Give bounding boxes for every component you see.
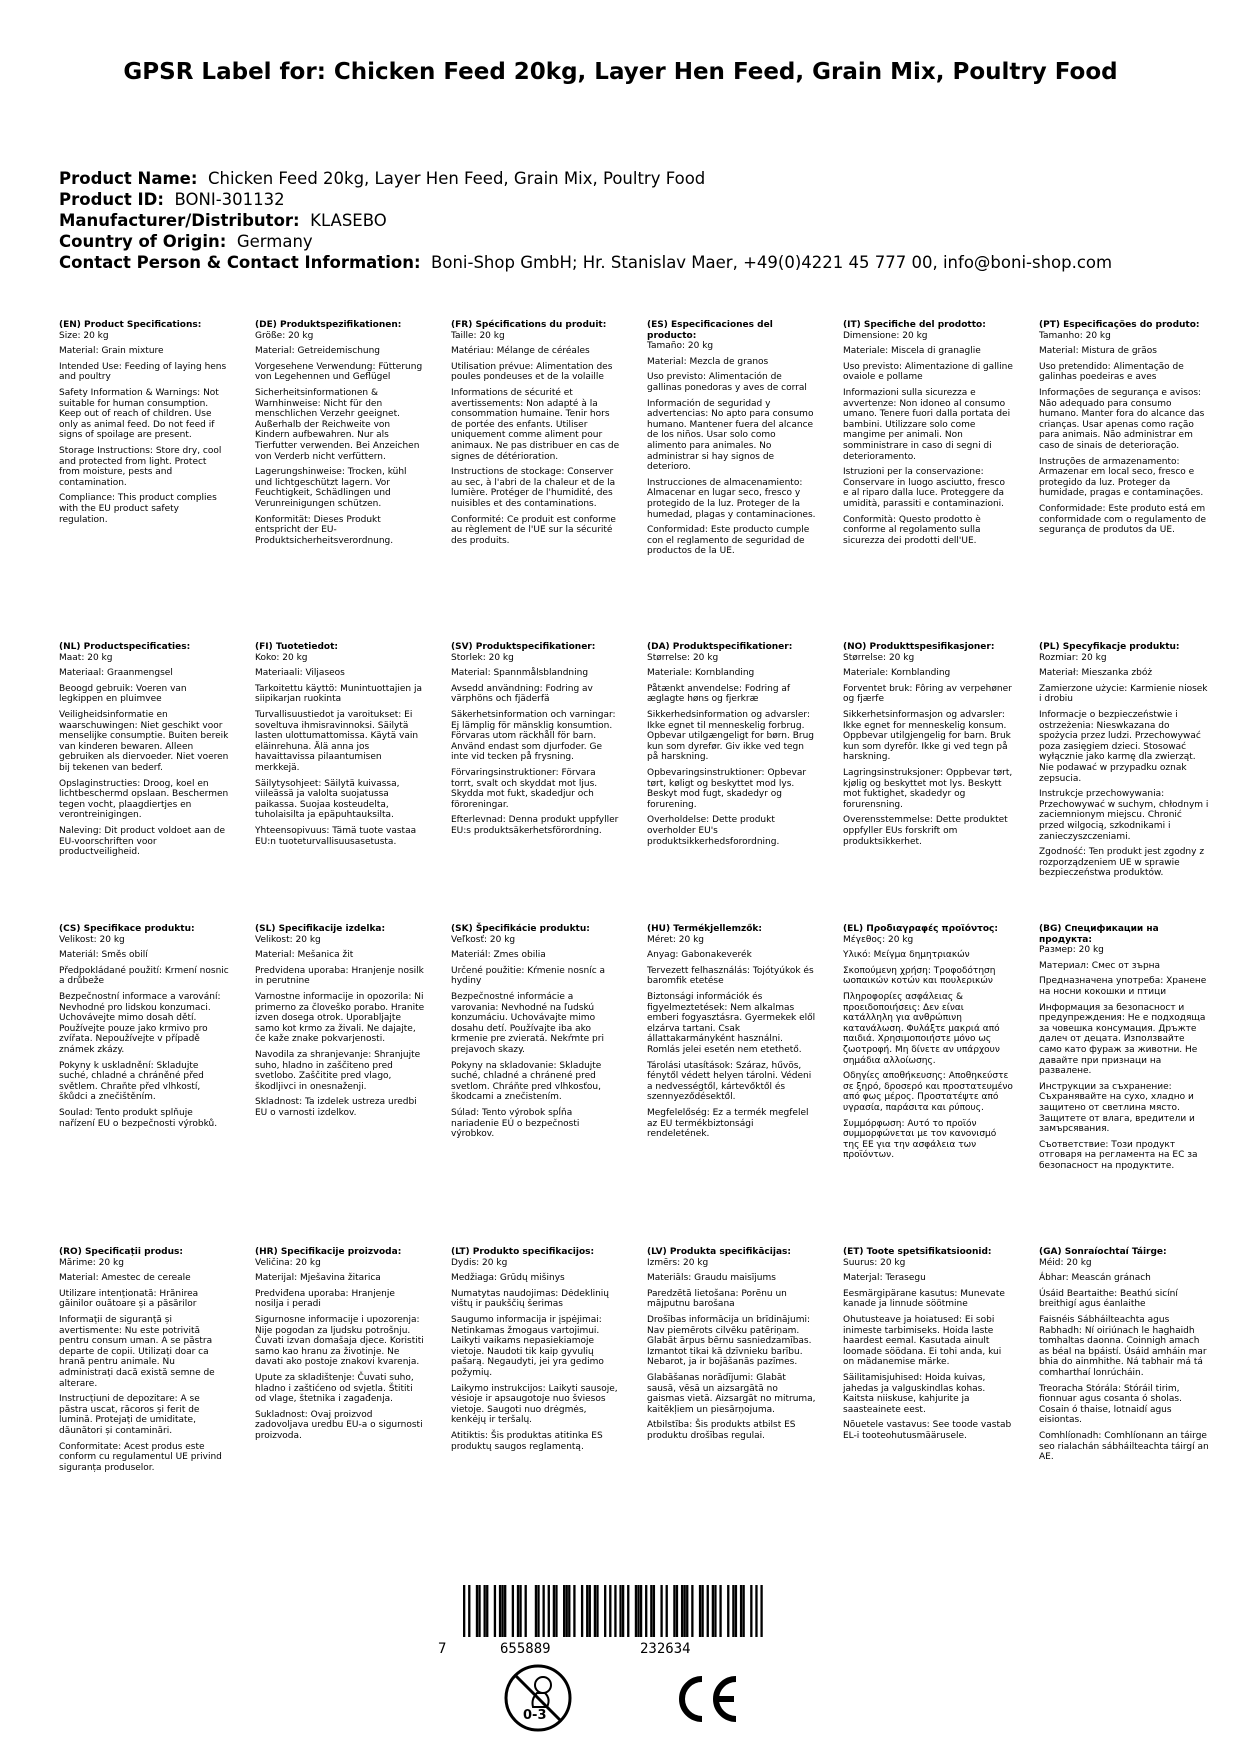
barcode-bar	[501, 1585, 503, 1637]
spec-line: Förvaringsinstruktioner: Förvara torrt, svalt och skyddat mot ljus. Skydda mot fukt, skadedjur och föroreningar.	[451, 767, 598, 810]
spec-block-heading: (RO) Specificații produs:	[59, 1247, 183, 1257]
spec-block-heading: (DE) Produktspezifikationen:	[255, 320, 402, 330]
spec-line: Μέγεθος: 20 kg	[843, 934, 914, 945]
barcode-bar	[637, 1585, 639, 1637]
spec-block	[647, 924, 817, 1145]
spec-block	[843, 924, 1013, 1166]
spec-line: Opslaginstructies: Droog, koel en lichtbeschermd opslaan. Beschermen tegen vocht, plaagdiertjes en verontreinigingen.	[59, 778, 229, 821]
spec-line: Sicherheitsinformationen & Warnhinweise: Nicht für den menschlichen Verzehr geeignet. Außerhalb der Reichweite von Kindern aufbewahren. Nur als Tierfutter verwenden. Bei Anzeichen von Verderb nicht verfüttern.	[255, 387, 420, 462]
spec-line: Navodila za shranjevanje: Shranjujte suho, hladno in zaščiteno pred svetlobo. Zaščitite pred vlago, škodljivci in onesnaženji.	[255, 1049, 421, 1092]
spec-block-heading: (LV) Produkta specifikācijas:	[647, 1247, 791, 1257]
spec-line: Storlek: 20 kg	[451, 652, 514, 663]
info-value: Chicken Feed 20kg, Layer Hen Feed, Grain Mix, Poultry Food	[207, 169, 706, 188]
info-row-manufacturer	[59, 210, 1112, 231]
spec-line: Πληροφορίες ασφάλειας & προειδοποιήσεις: Δεν είναι κατάλληλη για ανθρώπινη κατανάλωση. Φυλάξτε μακριά από παιδιά. Χρησιμοποιήστε μόνο ως ζωοτροφή. Μη δίνετε αν υπάρχουν σημάδια αλλοίωσης.	[843, 991, 1000, 1066]
spec-line: Materiale: Kornblanding	[647, 668, 755, 679]
spec-line: Bezpečnostní informace a varování: Nevhodné pro lidskou konzumaci. Uchovávejte mimo dosah dětí. Používejte pouze jako krmivo pro zvířata. Nepoužívejte v případě známek zkázy.	[59, 991, 221, 1055]
barcode-bar	[622, 1585, 624, 1637]
info-row-product-id	[59, 189, 1112, 210]
spec-line: Информация за безопасност и предупреждения: Не е подходяща за човешка консумация. Дръжте далеч от децата. Използвайте само като фураж за животни. Не давайте при признаци на развалене.	[1039, 1002, 1206, 1077]
spec-block-heading: (IT) Specifiche del prodotto:	[843, 320, 986, 330]
spec-line: Sikkerhedsinformation og advarsler: Ikke egnet til menneskelig forbrug. Opbevar utilgængeligt for børn. Brug kun som dyrefør. Giv ikke ved tegn på harskning.	[647, 709, 815, 763]
spec-line: Forventet bruk: Fôring av verpehøner og fjærfe	[843, 683, 1012, 705]
spec-line: Medžiaga: Grūdų mišinys	[451, 1273, 565, 1284]
spec-line: Taille: 20 kg	[451, 330, 505, 341]
spec-line: Informations de sécurité et avertissements: Non adapté à la consommation humaine. Tenir hors de portée des enfants. Utiliser uniquement comme aliment pour animaux. Ne pas distribuer en cas de signes de détérioration.	[451, 387, 620, 462]
spec-line: Biztonsági információk és figyelmeztetések: Nem alkalmas emberi fogyasztásra. Gyermekek elől elzárva tartani. Csak állattakarmányként használni. Romlás jelei esetén nem etethető.	[647, 991, 816, 1055]
barcode-bar	[676, 1585, 678, 1637]
spec-line: Paredzētā lietošana: Porēnu un mājputnu barošana	[647, 1288, 787, 1310]
barcode-bar	[573, 1585, 575, 1637]
spec-block	[255, 642, 425, 852]
spec-line: Informacje o bezpieczeństwie i ostrzeżenia: Nieswkazana do spożycia przez ludzi. Przechowywać poza zasięgiem dzieci. Stosować wyłącznie jako karmę dla zwierząt. Nie podawać w przypadku oznak zepsucia.	[1039, 709, 1201, 784]
spec-line: Upute za skladištenje: Čuvati suho, hladno i zaštićeno od svjetla. Štititi od vlage, štetnika i zagađenja.	[255, 1372, 414, 1405]
spec-block-heading: (NL) Productspecificaties:	[59, 642, 191, 652]
spec-line: Tervezett felhasználás: Tojótyúkok és baromfik etetése	[647, 965, 814, 987]
info-value: BONI-301132	[174, 190, 285, 209]
spec-line: Material: Getreidemischung	[255, 346, 381, 357]
barcode-bar	[535, 1585, 537, 1637]
spec-line: Saugumo informacija ir įspėjimai: Netinkamas žmogaus vartojimui. Laikyti vaikams nepasiekiamoje vietoje. Naudoti tik kaip gyvulių pašarą. Negaudyti, jei yra gedimo požymių.	[451, 1314, 604, 1378]
spec-line: Material: Mezcla de granos	[647, 356, 769, 367]
spec-line: Varnostne informacije in opozorila: Ni primerno za človeško porabo. Hranite izven dosega otrok. Uporabljajte samo kot krmo za živali. Ne dajajte, če kaže znake pokvarjenosti.	[255, 991, 425, 1045]
spec-block-heading: (DA) Produktspecifikationer:	[647, 642, 793, 652]
spec-line: Información de seguridad y advertencias: No apto para consumo humano. Mantener fuera del alcance de los niños. Usar solo como alimento para animales. No administrar si hay signos de deterioro.	[647, 398, 814, 473]
spec-line: Instrukcje przechowywania: Przechowywać w suchym, chłodnym i zaciemnionym miejscu. Chronić przed wilgocią, szkodnikami i zanieczyszczeniami.	[1039, 789, 1209, 842]
spec-line: Comhlíonadh: Comhlíonann an táirge seo rialachán sábháilteachta táirgí an AE.	[1039, 1430, 1209, 1463]
spec-line: Instrucciones de almacenamiento: Almacenar en lugar seco, fresco y protegido de la luz. Proteger de la humedad, plagas y contaminaciones.	[647, 477, 816, 520]
spec-block	[1039, 320, 1209, 541]
spec-line: Rozmiar: 20 kg	[1039, 652, 1107, 663]
spec-line: Opbevaringsinstruktioner: Opbevar tørt, køligt og beskyttet mod lys. Beskyt mod fugt, skadedyr og forurening.	[647, 767, 807, 810]
barcode-bar	[596, 1585, 598, 1637]
spec-line: Zamierzone użycie: Karmienie niosek i drobiu	[1039, 683, 1208, 705]
spec-line: Turvallisuustiedot ja varoitukset: Ei soveltuva ihmisravinnoksi. Säilytä lasten ulottumattomissa. Käytä vain eläinrehuna. Älä anna jos havaittavissa pilaantumisen merkkejä.	[255, 709, 419, 773]
barcode-bar	[712, 1585, 714, 1637]
spec-line: Инструкции за съхранение: Съхранявайте на сухо, хладно и защитено от светлина място. Защитете от влага, вредители и замърсявания.	[1039, 1081, 1195, 1135]
barcode-bar	[525, 1585, 527, 1637]
info-label: Product Name:	[59, 169, 198, 188]
spec-line: Velikost: 20 kg	[59, 934, 125, 945]
spec-line: Atbilstība: Šis produkts atbilst ES produktu drošības regulai.	[647, 1420, 796, 1441]
barcode-group-1: 655889	[500, 1641, 551, 1657]
spec-line: Ohutusteave ja hoiatused: Ei sobi inimeste tarbimiseks. Hoida laste haardest eemal. Kasutada ainult loomade söödana. Ei tohi anda, kui on mädanemise märke.	[843, 1314, 1002, 1368]
spec-line: Instructions de stockage: Conserver au sec, à l'abri de la chaleur et de la lumière. Protéger de l'humidité, des nuisibles et des contaminations.	[451, 467, 616, 509]
barcode-bar	[555, 1585, 557, 1637]
spec-line: Material: Mešanica žit	[255, 950, 354, 961]
barcode-bar	[537, 1585, 539, 1637]
spec-block	[647, 642, 817, 852]
spec-line: Konformität: Dieses Produkt entspricht der EU-Produktsicherheitsverordnung.	[255, 514, 394, 546]
spec-line: Säkerhetsinformation och varningar: Ej lämplig för mänsklig konsumtion. Förvaras utom räckhåll för barn. Använd endast som djurfoder. Ge inte vid tecken på frysning.	[451, 709, 616, 763]
spec-line: Sigurnosne informacije i upozorenja: Nije pogodan za ljudsku potrošnju. Čuvati izvan domašaja djece. Koristiti samo kao hranu za životinje. Ne davati ako postoje znakovi kvarenja.	[255, 1314, 424, 1368]
spec-line: Utilisation prévue: Alimentation des poules pondeuses et de la volaille	[451, 361, 613, 383]
info-row-country	[59, 231, 1112, 252]
spec-block-heading: (CS) Specifikace produktu:	[59, 924, 195, 934]
barcode-bar	[519, 1585, 521, 1637]
spec-line: Materiaal: Graanmengsel	[59, 668, 173, 679]
info-label: Manufacturer/Distributor:	[59, 211, 300, 230]
page-title: GPSR Label for: Chicken Feed 20kg, Layer Hen Feed, Grain Mix, Poultry Food	[123, 59, 1118, 85]
spec-line: Drošības informācija un brīdinājumi: Nav piemērots cilvēku patēriņam. Glabāt ārpus bērnu sasniedzamības. Izmantot tikai kā dzīvnieku barību. Nebarot, ja ir bojāšanās pazīmes.	[647, 1314, 812, 1368]
spec-block-heading: (HR) Specifikacije proizvoda:	[255, 1247, 402, 1257]
spec-line: Megfelelőség: Ez a termék megfelel az EU termékbiztonsági rendeletének.	[647, 1107, 809, 1140]
barcode-bar	[568, 1585, 570, 1637]
spec-block-heading: (SL) Specifikacije izdelka:	[255, 924, 386, 934]
spec-line: Izmērs: 20 kg	[647, 1257, 709, 1268]
barcode	[463, 1585, 763, 1637]
spec-line: Soulad: Tento produkt splňuje nařízení EU o bezpečnosti výrobků.	[59, 1107, 218, 1129]
info-label: Contact Person & Contact Information:	[59, 253, 421, 272]
spec-line: Съответствие: Този продукт отговаря на регламента на ЕС за безопасност на продуктите.	[1039, 1139, 1198, 1171]
info-value: Germany	[236, 232, 313, 251]
spec-line: Veľkosť: 20 kg	[451, 934, 516, 945]
barcode-bar	[614, 1585, 616, 1637]
spec-line: Zgodność: Ten produkt jest zgodny z rozporządzeniem UE w sprawie bezpieczeństwa produktów.	[1039, 847, 1205, 879]
barcode-bar	[486, 1585, 488, 1637]
barcode-bar	[619, 1585, 621, 1637]
spec-block	[843, 1247, 1013, 1447]
spec-block-heading: (PT) Especificações do produto:	[1039, 320, 1200, 330]
ce-mark-icon	[672, 1673, 742, 1725]
barcode-bar	[468, 1585, 470, 1637]
spec-line: Størrelse: 20 kg	[843, 652, 915, 663]
spec-line: Veiligheidsinformatie en waarschuwingen: Niet geschikt voor menselijke consumptie. Buiten bereik van kinderen bewaren. Alleen gebruiken als diervoeder. Niet voeren bij tekenen van bederf.	[59, 709, 229, 773]
spec-block-heading: (SK) Špecifikácie produktu:	[451, 924, 590, 934]
barcode-bar	[553, 1585, 555, 1637]
barcode-bar	[484, 1585, 486, 1637]
barcode-bar	[740, 1585, 742, 1637]
spec-line: Předpokládané použití: Krmení nosnic a drůbeže	[59, 965, 229, 987]
spec-line: Koko: 20 kg	[255, 652, 308, 663]
barcode-bar	[714, 1585, 716, 1637]
barcode-bar	[594, 1585, 596, 1637]
spec-line: Safety Information & Warnings: Not suitable for human consumption. Keep out of reach of children. Use only as animal feed. Do not feed if signs of spoilage are present.	[59, 387, 219, 441]
spec-line: Skladnost: Ta izdelek ustreza uredbi EU o varnosti izdelkov.	[255, 1097, 417, 1118]
spec-block-heading: (PL) Specyfikacje produktu:	[1039, 642, 1180, 652]
barcode-bar	[673, 1585, 675, 1637]
spec-line: Sukladnost: Ovaj proizvod zadovoljava uredbu EU-a o sigurnosti proizvoda.	[255, 1409, 423, 1441]
spec-line: Υλικό: Μείγμα δημητριακών	[843, 950, 970, 961]
barcode-bar	[686, 1585, 688, 1637]
spec-line: Glabāšanas norādījumi: Glabāt sausā, vēsā un aizsargātā no gaismas vietā. Aizsargāt no mitruma, kaitēkļiem un piesārņojuma.	[647, 1372, 816, 1415]
spec-line: Sikkerhetsinformasjon og advarsler: Ikke egnet for menneskelig konsum. Oppbevar utilgjengelig for barn. Bruk kun som dyrefôr. Ikke gi ved tegn på harskning.	[843, 709, 1011, 763]
spec-line: Eesmärgipärane kasutus: Munevate kanade ja linnude söötmine	[843, 1288, 1005, 1310]
spec-line: Naleving: Dit product voldoet aan de EU-voorschriften voor productveiligheid.	[59, 825, 226, 858]
spec-line: Conformitate: Acest produs este conform cu regulamentul UE privind siguranța produselor.	[59, 1441, 222, 1473]
spec-line: Vorgesehene Verwendung: Fütterung von Legehennen und Geflügel	[255, 361, 423, 383]
spec-line: Tarkoitettu käyttö: Munintuottajien ja siipikarjan ruokinta	[255, 683, 422, 705]
spec-line: Nõuetele vastavus: See toode vastab EL-i tooteohutusmäärusele.	[843, 1420, 1012, 1441]
spec-line: Tamaño: 20 kg	[647, 341, 714, 352]
spec-block-heading: (ET) Toote spetsifikatsioonid:	[843, 1247, 992, 1257]
spec-line: Säilytysohjeet: Säilytä kuivassa, viileässä ja valolta suojatussa paikassa. Suojaa kosteudelta, tuholaisilta ja epäpuhtauksilta.	[255, 778, 400, 821]
barcode-bar	[735, 1585, 737, 1637]
barcode-bar	[742, 1585, 744, 1637]
spec-line: Säilitamisjuhised: Hoida kuivas, jahedas ja valguskindlas kohas. Kaitsta niiskuse, kahjurite ja saasteainete eest.	[843, 1372, 986, 1415]
spec-block-heading: (ES) Especificaciones del producto:	[647, 320, 773, 341]
info-row-contact	[59, 252, 1112, 273]
spec-line: Beoogd gebruik: Voeren van legkippen en pluimvee	[59, 683, 187, 705]
spec-block	[1039, 1247, 1209, 1468]
spec-line: Lagerungshinweise: Trocken, kühl und lichtgeschützt lagern. Vor Feuchtigkeit, Schädlingen und Verunreinigungen schützen.	[255, 467, 407, 509]
barcode-bar	[701, 1585, 703, 1637]
spec-line: Súlad: Tento výrobok spĺňa nariadenie EÚ o bezpečnosti výrobkov.	[451, 1107, 580, 1140]
spec-line: Veličina: 20 kg	[255, 1257, 321, 1268]
barcode-bar	[660, 1585, 662, 1637]
spec-block	[59, 1247, 229, 1478]
barcode-bar	[755, 1585, 757, 1637]
spec-block	[647, 1247, 817, 1447]
barcode-bar	[476, 1585, 478, 1637]
spec-line: Размер: 20 kg	[1039, 945, 1104, 956]
spec-line: Méret: 20 kg	[647, 934, 705, 945]
spec-line: Σκοπούμενη χρήση: Τροφοδότηση ωοπαικών κοτών και πουλερικών	[843, 965, 996, 987]
spec-line: Numatytas naudojimas: Dėdeklinių vištų ir paukščių šerimas	[451, 1288, 610, 1310]
spec-line: Faisnéis Sábháilteachta agus Rabhadh: Ní oiriúnach le haghaidh tomhaltas daonna. Coinnigh amach as béal na bpáistí. Úsáid amháin mar bhia do ainmhithe. Ná tabhair má tá comharthaí lonrúcháin.	[1039, 1314, 1207, 1378]
spec-line: Mărime: 20 kg	[59, 1257, 124, 1268]
spec-line: Velikost: 20 kg	[255, 934, 321, 945]
spec-line: Pokyny k uskladnění: Skladujte suché, chladné a chráněné před světlem. Chraňte před vlhkostí, škůdci a znečištěním.	[59, 1060, 204, 1103]
spec-block-heading: (FR) Spécifications du produit:	[451, 320, 607, 330]
spec-line: Matériau: Mélange de céréales	[451, 346, 590, 357]
spec-line: Storage Instructions: Store dry, cool and protected from light. Protect from moisture, pests and contamination.	[59, 445, 222, 488]
barcode-bar	[494, 1585, 496, 1637]
spec-block	[451, 642, 621, 842]
spec-block-heading: (HU) Termékjellemzők:	[647, 924, 763, 934]
barcode-bar	[609, 1585, 611, 1637]
barcode-bar	[563, 1585, 565, 1637]
spec-line: Οδηγίες αποθήκευσης: Αποθηκεύστε σε ξηρό, δροσερό και προστατευμένο από φως μέρος. Προστατέψτε από υγρασία, παράσιτα και ρύπους.	[843, 1071, 1013, 1113]
spec-line: Laikymo instrukcijos: Laikyti sausoje, vėsioje ir apsaugotoje nuo šviesos vietoje. Saugoti nuo drėgmės, kenkėjų ir teršalų.	[451, 1383, 618, 1426]
barcode-bar	[760, 1585, 762, 1637]
spec-line: Úsáid Beartaithe: Beathú sicíní breithigí agus éanlaithe	[1039, 1288, 1178, 1310]
barcode-bar	[581, 1585, 583, 1637]
not-for-children-0-3-icon	[503, 1663, 573, 1733]
info-label: Country of Origin:	[59, 232, 227, 251]
spec-block	[451, 1247, 621, 1457]
spec-line: Påtænkt anvendelse: Fodring af æglagte høns og fjerkræ	[647, 683, 791, 705]
spec-line: Conformidad: Este producto cumple con el reglamento de seguridad de productos de la UE.	[647, 525, 810, 557]
spec-block	[451, 924, 621, 1145]
spec-line: Anyag: Gabonakeverék	[647, 950, 752, 961]
barcode-bar	[548, 1585, 550, 1637]
barcode-bar	[732, 1585, 734, 1637]
spec-line: Materiál: Zmes obilia	[451, 950, 546, 961]
spec-line: Materiāls: Graudu maisījums	[647, 1273, 776, 1284]
spec-line: Størrelse: 20 kg	[647, 652, 719, 663]
spec-line: Predvidena uporaba: Hranjenje nosilk in perutnine	[255, 965, 424, 987]
barcode-bar	[707, 1585, 709, 1637]
product-info	[59, 168, 1112, 273]
spec-line: Pokyny na skladovanie: Skladujte suché, chladné a chránené pred svetlom. Chráňte pred vlhkosťou, škodcami a znečistením.	[451, 1060, 602, 1103]
barcode-bar	[499, 1585, 501, 1637]
barcode-bar	[691, 1585, 693, 1637]
spec-block	[843, 320, 1013, 551]
svg-text:0-3: 0-3	[523, 1708, 547, 1723]
spec-line: Material: Grain mixture	[59, 346, 164, 357]
barcode-bar	[645, 1585, 647, 1637]
barcode-bar	[542, 1585, 544, 1637]
spec-line: Suurus: 20 kg	[843, 1257, 906, 1268]
spec-block-heading: (LT) Produkto specifikacijos:	[451, 1247, 595, 1257]
spec-line: Instruções de armazenamento: Armazenar em local seco, fresco e protegido da luz. Proteger da humidade, pragas e contaminações.	[1039, 456, 1204, 499]
spec-block-heading: (FI) Tuotetiedot:	[255, 642, 339, 652]
spec-line: Instrucțiuni de depozitare: A se păstra uscat, răcoros și ferit de lumină. Protejați de umiditate, dăunători și contaminări.	[59, 1394, 200, 1436]
spec-line: Materiał: Mieszanka zbóż	[1039, 668, 1153, 679]
barcode-bar	[512, 1585, 514, 1637]
spec-line: Conformidade: Este produto está em conformidade com o regulamento de segurança de produtos da UE.	[1039, 503, 1207, 536]
spec-line: Größe: 20 kg	[255, 330, 314, 341]
spec-line: Overholdelse: Dette produkt overholder EU's produktsikkerhedsforordning.	[647, 815, 780, 847]
spec-line: Материал: Смес от зърна	[1039, 960, 1161, 971]
spec-line: Συμμόρφωση: Αυτό το προϊόν συμμορφώνεται με τον κανονισμό της ΕΕ για την ασφάλεια των προϊόντων.	[843, 1118, 997, 1161]
spec-block-heading: (NO) Produkttspesifikasjoner:	[843, 642, 995, 652]
barcode-bar	[627, 1585, 629, 1637]
spec-line: Treoracha Stórála: Stóráil tirim, fionnuar agus cosanta ó sholas. Cosain ó thaise, lotnaidí agus eisiontas.	[1039, 1383, 1182, 1426]
spec-line: Méid: 20 kg	[1039, 1257, 1092, 1268]
barcode-bar	[586, 1585, 588, 1637]
spec-block-heading: (GA) Sonraíochtaí Táirge:	[1039, 1247, 1167, 1257]
barcode-bar	[666, 1585, 668, 1637]
barcode-bar	[684, 1585, 686, 1637]
info-label: Product ID:	[59, 190, 164, 209]
info-row-product-name	[59, 168, 1112, 189]
spec-block	[1039, 642, 1209, 884]
spec-line: Overensstemmelse: Dette produktet oppfyller EUs forskrift om produktsikkerhet.	[843, 815, 1008, 847]
spec-line: Materiaali: Viljaseos	[255, 668, 345, 679]
info-value: Boni-Shop GmbH; Hr. Stanislav Maer, +49(0)4221 45 777 00, info@boni-shop.com	[431, 253, 1113, 272]
barcode-bar	[640, 1585, 642, 1637]
spec-line: Predviđena uporaba: Hranjenje nosilja i peradi	[255, 1288, 395, 1310]
spec-line: Tárolási utasítások: Száraz, hűvös, fénytől védett helyen tárolni. Védeni a nedvességtől, kártevőktől és szennyeződésektől.	[647, 1060, 812, 1103]
spec-line: Yhteensopivuus: Tämä tuote vastaa EU:n tuoteturvallisuusasetusta.	[255, 825, 417, 847]
spec-block	[255, 924, 425, 1124]
spec-block	[59, 642, 229, 863]
spec-line: Conformità: Questo prodotto è conforme al regolamento sulla sicurezza dei prodotti dell'UE.	[843, 514, 981, 546]
spec-line: Material: Spannmålsblandning	[451, 668, 589, 679]
spec-line: Material: Amestec de cereale	[59, 1273, 191, 1284]
barcode-bar	[589, 1585, 591, 1637]
spec-block	[255, 320, 425, 551]
spec-line: Bezpečnostné informácie a varovania: Nevhodné na ľudskú konzumáciu. Uchovávajte mimo dosahu detí. Používajte iba ako krmenie pre zvieratá. Nekŕmte pri prejavoch skazy.	[451, 991, 604, 1055]
barcode-bar	[719, 1585, 721, 1637]
barcode-left-digit: 7	[438, 1641, 447, 1657]
barcode-group-2: 232634	[640, 1641, 691, 1657]
spec-line: Material: Mistura de grãos	[1039, 346, 1157, 357]
barcode-bar	[650, 1585, 652, 1637]
barcode-bar	[504, 1585, 506, 1637]
barcode-bar	[727, 1585, 729, 1637]
spec-line: Lagringsinstruksjoner: Oppbevar tørt, kjølig og beskyttet mot lys. Beskytt mot fuktighet, skadedyr og forurensning.	[843, 767, 1013, 810]
spec-line: Istruzioni per la conservazione: Conservare in luogo asciutto, fresco e al riparo dalla luce. Proteggere da umidità, parassiti e contaminazioni.	[843, 467, 1006, 509]
spec-block-heading: (SV) Produktspecifikationer:	[451, 642, 596, 652]
barcode-bar	[681, 1585, 683, 1637]
spec-block	[1039, 924, 1209, 1176]
spec-line: Conformité: Ce produit est conforme au règlement de l'UE sur la sécurité des produits.	[451, 514, 616, 546]
spec-line: Informazioni sulla sicurezza e avvertenze: Non idoneo al consumo umano. Tenere fuori dalla portata dei bambini. Utilizzare solo come mangime per animali. Non somministrare in caso di segni di deterioramento.	[843, 387, 1011, 462]
spec-line: Materijal: Mješavina žitarica	[255, 1273, 381, 1284]
spec-line: Intended Use: Feeding of laying hens and poultry	[59, 361, 227, 383]
spec-line: Size: 20 kg	[59, 330, 109, 341]
spec-line: Uso pretendido: Alimentação de galinhas poedeiras e aves	[1039, 361, 1184, 383]
spec-line: Atitiktis: Šis produktas atitinka ES produktų saugos reglamentą.	[451, 1430, 603, 1452]
barcode-bar	[463, 1585, 465, 1637]
barcode-bar	[635, 1585, 637, 1637]
spec-line: Tamanho: 20 kg	[1039, 330, 1111, 341]
spec-line: Materiale: Miscela di granaglie	[843, 346, 981, 357]
spec-block	[647, 320, 817, 562]
spec-block-heading: (EN) Product Specifications:	[59, 320, 202, 330]
barcode-bar	[750, 1585, 752, 1637]
barcode-bar	[566, 1585, 568, 1637]
spec-block	[59, 924, 229, 1134]
spec-block	[843, 642, 1013, 852]
barcode-bar	[653, 1585, 655, 1637]
spec-block	[255, 1247, 425, 1447]
spec-line: Efterlevnad: Denna produkt uppfyller EU:s produktsäkerhetsförordning.	[451, 815, 619, 836]
info-value: KLASEBO	[310, 211, 387, 230]
spec-line: Предназначена употреба: Хранене на носни кокошки и птици	[1039, 976, 1207, 997]
barcode-bar	[699, 1585, 701, 1637]
spec-line: Uso previsto: Alimentazione di galline ovaiole e pollame	[843, 361, 1013, 383]
spec-line: Materiale: Kornblanding	[843, 668, 951, 679]
spec-block-heading: (BG) Спецификации на продукта:	[1039, 924, 1159, 945]
spec-line: Utilizare intenționată: Hrănirea găinilor ouătoare și a păsărilor	[59, 1288, 199, 1310]
spec-line: Určené použitie: Kŕmenie nosníc a hydiny	[451, 965, 606, 987]
spec-block	[451, 320, 621, 551]
spec-line: Dimensione: 20 kg	[843, 330, 928, 341]
spec-block-heading: (EL) Προδιαγραφές προϊόντος:	[843, 924, 998, 934]
spec-line: Maat: 20 kg	[59, 652, 113, 663]
spec-block	[59, 320, 229, 530]
spec-line: Materjal: Terasegu	[843, 1273, 926, 1284]
spec-line: Informații de siguranță și avertismente: Nu este potrivită pentru consum uman. A se păstra departe de copii. Utilizați doar ca hrană pentru animale. Nu administrați dacă există semne de alterare.	[59, 1314, 215, 1389]
barcode-bar	[604, 1585, 606, 1637]
spec-line: Materiál: Směs obilí	[59, 950, 148, 961]
spec-line: Compliance: This product complies with the EU product safety regulation.	[59, 493, 217, 525]
spec-line: Ábhar: Meascán gránach	[1039, 1273, 1151, 1284]
spec-line: Uso previsto: Alimentación de gallinas ponedoras y aves de corral	[647, 372, 807, 393]
spec-line: Avsedd användning: Fodring av värphöns och fjäderfä	[451, 683, 593, 705]
spec-line: Informações de segurança e avisos: Não adequado para consumo humano. Manter fora do alcance das crianças. Usar apenas como ração para animais. Não administrar em caso de sinais de deterioração.	[1039, 387, 1205, 451]
spec-line: Dydis: 20 kg	[451, 1257, 508, 1268]
barcode-bar	[517, 1585, 519, 1637]
barcode-bar	[478, 1585, 480, 1637]
